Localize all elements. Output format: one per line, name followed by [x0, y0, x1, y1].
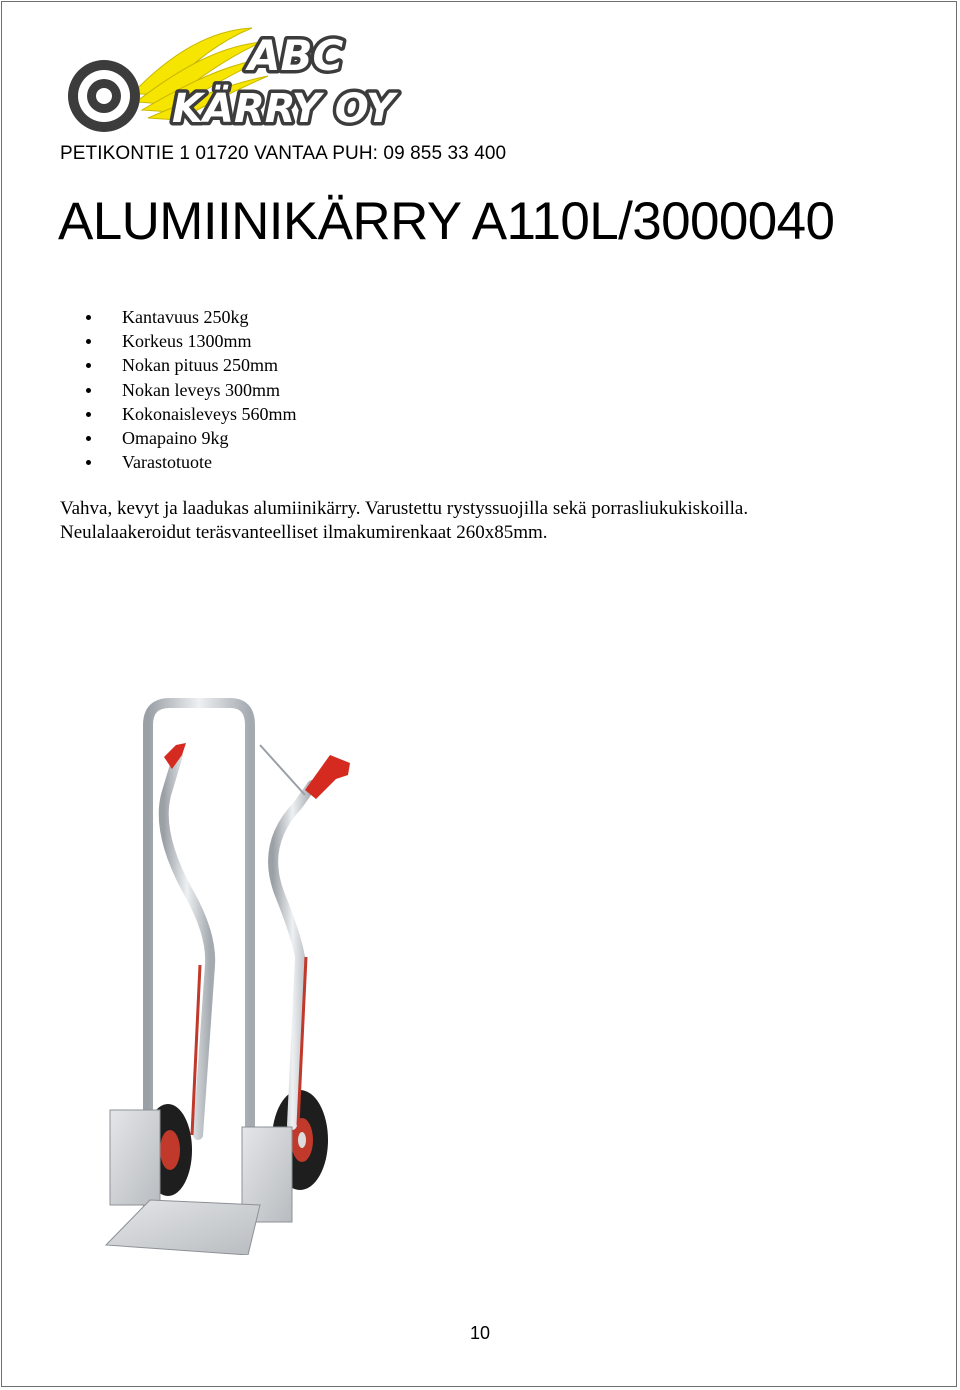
bullet-icon — [86, 460, 91, 465]
logo-text-abc: ABC — [248, 31, 344, 80]
spec-item: Nokan pituus 250mm — [86, 353, 296, 377]
product-title: ALUMIINIKÄRRY A110L/3000040 — [58, 192, 835, 251]
bullet-icon — [86, 412, 91, 417]
bullet-icon — [86, 315, 91, 320]
abc-karry-logo — [62, 22, 452, 140]
company-address: PETIKONTIE 1 01720 VANTAA PUH: 09 855 33 400 — [60, 143, 507, 164]
hand-truck-image — [100, 695, 370, 1255]
description-line-2: Neulalaakeroidut teräsvanteelliset ilmakumirenkaat 260x85mm. — [60, 522, 548, 543]
logo-text-karry: KÄRRY OY — [172, 86, 395, 132]
spec-item: Nokan leveys 300mm — [86, 378, 296, 402]
bullet-icon — [86, 363, 91, 368]
spec-item: Varastotuote — [86, 450, 296, 474]
description-line-1: Vahva, kevyt ja laadukas alumiinikärry. Varustettu rystyssuojilla sekä porrasliukukiskoilla. — [60, 498, 749, 519]
product-description — [60, 497, 920, 545]
spec-list — [86, 305, 296, 474]
bullet-icon — [86, 388, 91, 393]
spec-item: Korkeus 1300mm — [86, 329, 296, 353]
bullet-icon — [86, 339, 91, 344]
spec-item: Kantavuus 250kg — [86, 305, 296, 329]
page-number: 10 — [469, 1323, 491, 1343]
spec-item: Omapaino 9kg — [86, 426, 296, 450]
spec-item: Kokonaisleveys 560mm — [86, 402, 296, 426]
bullet-icon — [86, 436, 91, 441]
